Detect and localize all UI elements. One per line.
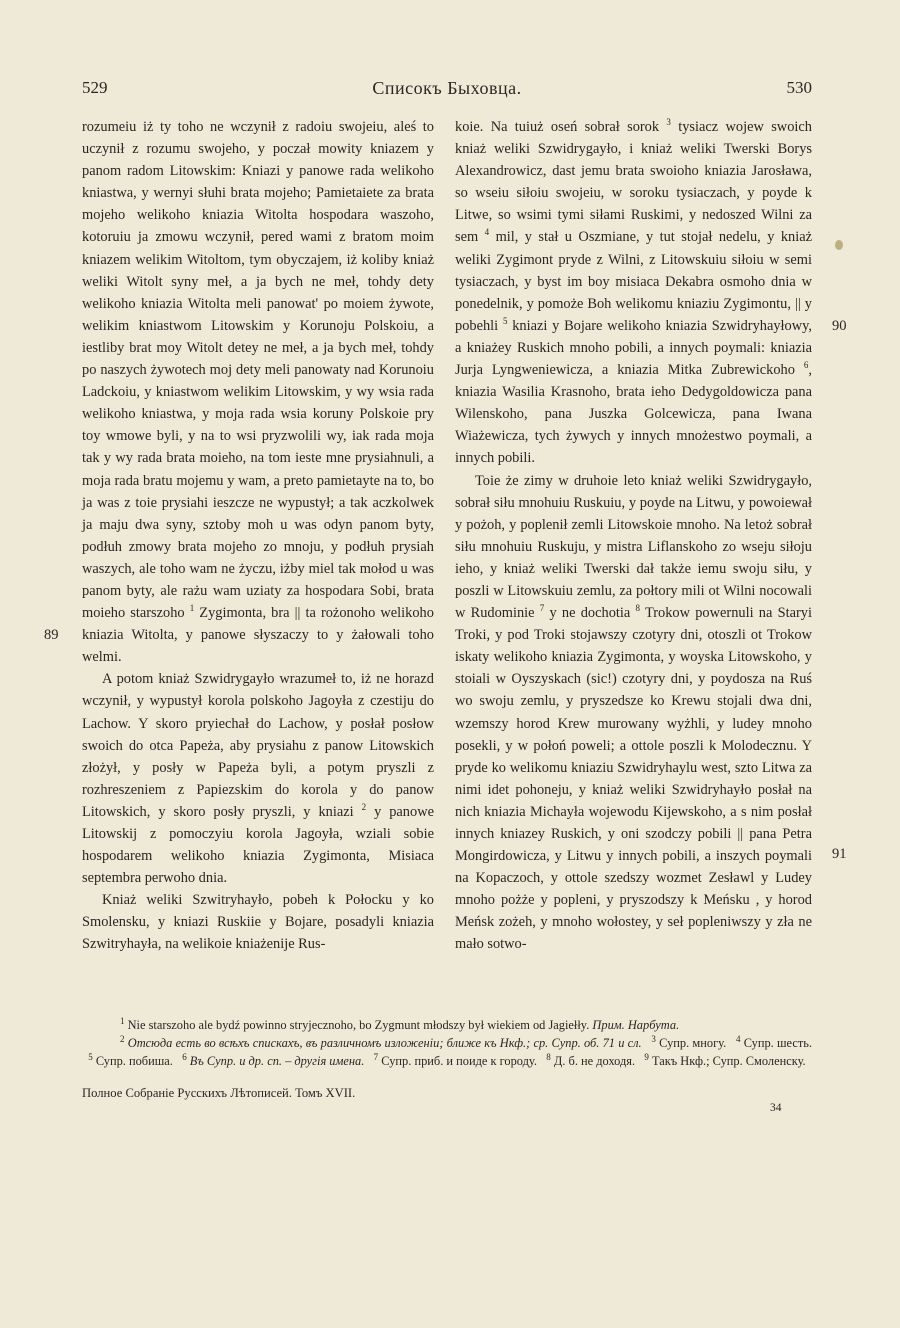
right-column [455,116,812,956]
paragraph: A potom kniaż Szwidrygayło wrazumeł to, iż ne horazd wczynił, y wypustył korola polskoho Jagoyła z czestiju do Lachow. Y skoro pryiechał do Lachow, y posłał posłow swoich do otca Papeża, aby prysiahu z panow Litowskich złożył, y posły w Papeża byli, a potym pryszli z rozhreszeniem z Papiezskim do korola y do panow Litowskich, y skoro posły pryszli, y kniazi $^2$ y panowe Litowskij z pomoczyiu korola Jagoyła, wziali sobie hospodarem welikoho kniazia Zygimonta, Misiaca septembra perwoho dnia. [82,671,434,887]
margin-number: 89 [44,627,59,643]
footnote-ref: 7 [539,603,545,614]
margin-number: 91 [832,846,847,862]
left-column [82,116,434,956]
footnote-ref: 6 [803,360,809,371]
running-header [82,78,812,102]
footnote-ref: 3 [666,117,671,128]
signature-mark: 34 [770,1102,782,1114]
page-number-left: 529 [82,78,108,97]
paragraph: Kniaż weliki Szwitryhayło, pobeh k Połocku y ko Smolensku, y kniazi Ruskiie y Bojare, posadyli kniazia Szwitryhayła, na welikoie kniażenije Rus- [82,892,434,953]
volume-footer: Полное Собраніе Русскихъ Лѣтописей. Томъ XVII. [82,1086,356,1100]
running-title: Списокъ Быховца. [372,78,522,98]
paragraph: Toie że zimy w druhoie leto kniaż weliki Szwidrygayło, sobrał siłu mnohuiu Ruskuiu, y poyde na Litwu, y powoiewał y pożoh, y poplenił zemli Litowskoie mnoho. Na letoż sobrał siłu mnohuiu Ruskuju, y mistra Liflanskoho zo wseju siłoju ieho, y kniaż weliki Twerski dał także iemu swoju siłu, y poszli w Litowskuiu zemlu, za połtory mili ot Wilni nocowali w Rudominie $^7$ y ne dochotia $^8$ Trokow powernuli na Staryi Troki, y pod Troki stojawszy czotyry dni, otoszli ot Trokow iskaty welikoho kniazia Zygimonta, y woyska Litowskoho, y stoiali w Oyszyskach (sic!) czotyry dni, y poydosza na Ruś wo swoju zemlu, y pryszedsze ko Krewu stojali dwa dni, wzemszy horod Krew murowany wyżhli, y ludey mnoho posekli, y w połoń poweli; a ottole poszli k Molodecznu. Y pryde ko welikomu kniaziu Szwidryhaylu west, szto Litwa za nimi idet pohoneju, y kniaż weliki Szwidryhayło posłał na nich kniazia Michayła wojewodu Kijewskoho, a s nim posłał innych kniazey Ruskich, y oni szodczy pobili || pana Petra Mongirdowicza, y Litwu y innych pobili, a inszych poymali na Kopaczoch, y ottole szedszy wozmet Zesławl y Ludey mnoho pożże y popleni, y pryszodszy k Meńsku , y horod Meńsk zożeh, y mnoho wołostey, y seł popleniwszy y zła ne mało sotwo- [455,472,812,953]
page-number-right: 530 [786,78,812,97]
paragraph: rozumeiu iż ty toho ne wczynił z radoiu swojeiu, aleś to uczynił z rozumu swojeho, y poczał mowity kniazem y panom radom Litowskim: Kniazi y panowe rada welikoho kniastwa, y wernyi słuhi brata mojeho; Pamietaiete za brata mojeho welikoho kniazia Witolta hospodara waszoho, kotoruiu ja zmowu wczynił, pered wami z bratom moim kniazem welikim Witoltom, tym obyczajem, iż koliby kniaż weliki Witolt syny meł, a ja bych ne meł, tohdy dety welikoho kniazia Witolta meli panowat' po moiem żywote, welikim kniastwom Litowskim y Korunoju Polskoiu, a iestliby brat moy Witolt detey ne meł, a ja bych meł, tohdy po naszych żywotech moj dety meli panowaty nad Korunoiu Ladckoiu, y kniastwom welikim Litowskim, y wy wsia rada welikoho kniastwa, y moja rada wsia koruny Polskoie pry toy wmowe byli, y na to wsi pryzwolili wy, iak rada moja tak y wy rada brata moieho, na tom ieste mne prysiahnuli, a moja rada bratu mojemu y wam, a preto pamietayte na to, bo ja was z toie prysiahi ieszcze ne wypustył; a tak aczkolwek ja maju dwa syny, sztoby moh u was odyn panom byty, podłuh zmowy brata mojeho zo mnoju, y podłuh prysiah waszych, ale toho wam ne życzu, iżby miel tak mołod u was panom byty, ale rażu wam uziaty za hospodara Sobi, brata moieho starszoho $^1$ Zygimonta, bra || ta rożonoho welikoho kniazia Witolta, y panowe słyszaczy to y żałowali toho welmi. [82,119,434,666]
paragraph: koie. Na tuiuż oseń sobrał sorok $^3$ tysiacz wojew swoich kniaż weliki Szwidrygayło, i kniaż weliki Twerski Borys Alexandrowicz, dast jemu brata swoioho kniazia Jarosława, so wseiu siłoiu swojeiu, w soroku tysiaczach, y poyde k Litwe, so wsimi tymi siłami Ruskimi, y nedoszed Wilni za sem $^4$ mil, y stał u Oszmiane, y tut stojał nedelu, y kniaż weliki Zygimont pryde z Wilni, z Litowskuiu siłoiu w semi tysiaczach, y byst im boy misiaca Dekabra osmoho dnia w ponedelnik, y pomoże Boh welikomu kniaziu Zygimontu, || y pobehli $^5$ kniazi y Bojare welikoho kniazia Szwidryhayłowy, a kniażey Ruskich mnoho pobili, a innych poymali: kniazia Jurja Lyngweniewicza, a kniazia Mitka Zubrewickoho $^6$, kniazia Wasilia Krasnoho, brata ieho Dedygoldowicza pana Wilenskoho, pana Juszka Golcewicza, pana Iwana Wiażewicza, tych żywych y innych mnożestwo poymali, a innych pobili. [455,117,812,467]
footnote-ref: 4 [484,227,490,238]
footnotes [82,1016,812,1070]
footnote-ref: 2 [361,802,367,813]
footnote: $^1$ Nie starszoho ale bydź powinno stryjecznoho, bo Zygmunt młodszy był wiekiem od Jagiełły. Прим. Нарбута. [120,1015,680,1032]
footnote: $^2$ Отсюда есть во всѣхъ спискахъ, въ различномъ изложеніи; ближе къ Нкф.; ср. Супр. об. 71 и сл. $^3$ Супр. многу. $^4$ Супр. шесть. $^5$ Супр. побиша. $^6$ Въ Супр. и др. сп. – другія имена. $^7$ Супр. приб. и поиде к городу. $^8$ Д. б. не доходя. $^9$ Такъ Нкф.; Супр. Смоленску. [88,1033,813,1068]
paper-stain [835,240,843,250]
margin-number: 90 [832,318,847,334]
footnote-ref: 1 [189,603,195,614]
footnote-ref: 8 [635,603,640,614]
footnote-ref: 5 [502,316,508,327]
